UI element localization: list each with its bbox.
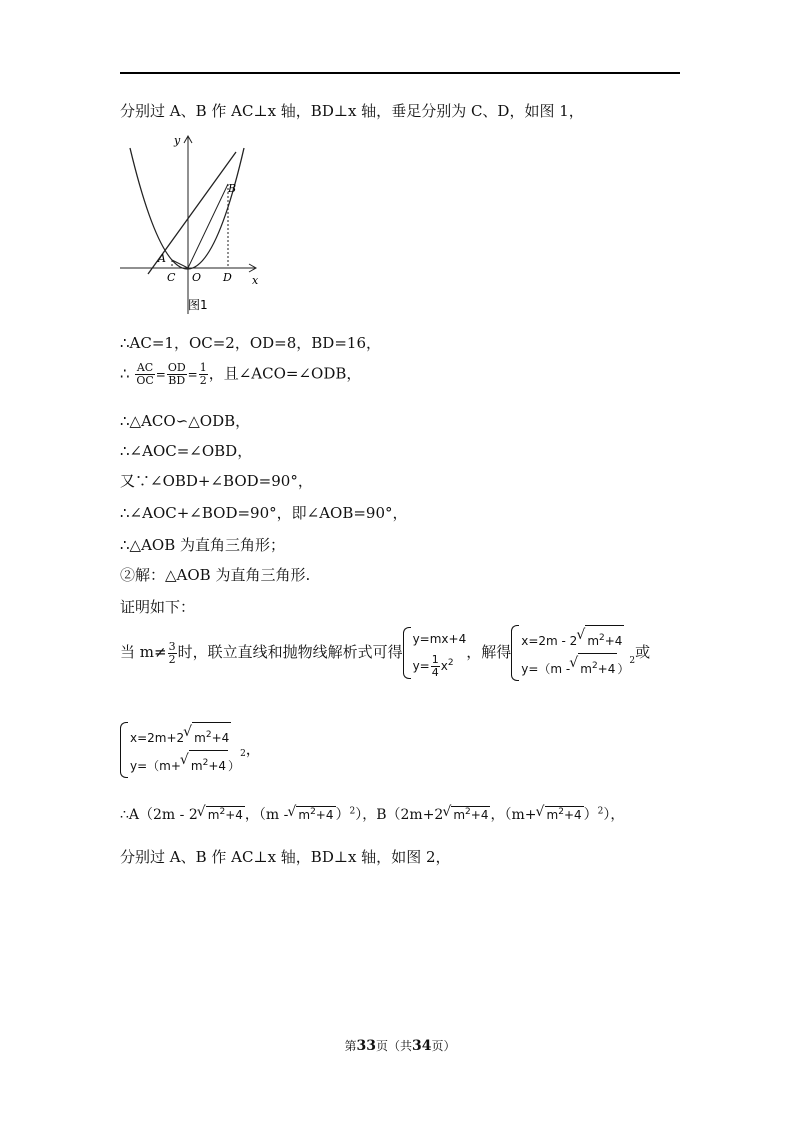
radicand-tail: +4 bbox=[208, 759, 227, 773]
frac-num: AC bbox=[136, 361, 154, 374]
text-line-8: ∴△AOB 为直角三角形； bbox=[120, 536, 286, 554]
exponent: 2 bbox=[447, 658, 454, 668]
figure-1 bbox=[118, 128, 268, 318]
eq-part: ） bbox=[617, 662, 630, 676]
radicand-tail: +4 bbox=[315, 808, 334, 822]
fraction-half bbox=[199, 362, 208, 387]
system-row bbox=[521, 653, 629, 681]
frac-num: 1 bbox=[431, 653, 439, 666]
radicand-tail: +4 bbox=[225, 808, 243, 822]
frac-num: OD bbox=[167, 361, 186, 374]
exponent: 2 bbox=[591, 661, 598, 671]
eq-part: x=2m - 2 bbox=[521, 634, 578, 648]
label-x: x bbox=[252, 274, 259, 287]
radicand: m bbox=[298, 808, 311, 822]
brace-icon bbox=[511, 625, 519, 681]
exponent: 2 bbox=[597, 806, 604, 817]
sqrt-icon bbox=[206, 806, 245, 822]
eq-part: y= bbox=[412, 659, 430, 673]
eq-part: x bbox=[440, 659, 448, 673]
eq-part: ） bbox=[228, 759, 241, 773]
text-line-1: 分别过 A、B 作 AC⊥x 轴，BD⊥x 轴，垂足分别为 C、D，如图 1， bbox=[120, 102, 584, 120]
coord-part: ）， bbox=[603, 807, 625, 823]
coord-part: ，（m - bbox=[244, 807, 289, 823]
sqrt-icon bbox=[296, 806, 335, 822]
page-number: 33 bbox=[356, 1038, 376, 1054]
radicand-tail: +4 bbox=[211, 731, 230, 745]
sqrt-icon bbox=[451, 806, 490, 822]
page-total: 34 bbox=[412, 1038, 432, 1054]
text-mid: 时，联立直线和抛物线解析式可得 bbox=[177, 643, 403, 661]
equation-system-1 bbox=[403, 627, 467, 679]
exponent: 2 bbox=[205, 730, 212, 740]
therefore-symbol: ∴ bbox=[120, 364, 130, 383]
brace-icon bbox=[403, 627, 411, 679]
sqrt-icon bbox=[578, 653, 617, 681]
text-line-9: ②解：△AOB 为直角三角形. bbox=[120, 566, 311, 584]
footer-mid: 页（共 bbox=[375, 1039, 412, 1053]
radicand-tail: +4 bbox=[597, 662, 616, 676]
frac-den: 2 bbox=[199, 374, 207, 387]
eq-part: y=（m - bbox=[521, 662, 571, 676]
frac-den: OC bbox=[136, 374, 154, 387]
text-line-3 bbox=[120, 362, 361, 387]
frac-den: 2 bbox=[168, 652, 176, 666]
text-line-4: ∴△ACO∽△ODB， bbox=[120, 412, 251, 430]
parabola-curve bbox=[130, 148, 244, 269]
sqrt-icon bbox=[192, 722, 231, 750]
exponent: 2 bbox=[202, 758, 209, 768]
exponent: 2 bbox=[349, 806, 356, 817]
graph-svg bbox=[118, 128, 268, 318]
fraction-ac-oc bbox=[135, 362, 154, 387]
radicand: m bbox=[207, 808, 220, 822]
frac-den: BD bbox=[168, 374, 186, 387]
exponent: 2 bbox=[465, 807, 471, 817]
coord-part: ） bbox=[583, 807, 598, 823]
system-row bbox=[521, 625, 629, 653]
eq-part: x=2m+2 bbox=[130, 731, 185, 745]
eq-part: y=（m+ bbox=[130, 759, 181, 773]
exponent: 2 bbox=[219, 807, 226, 817]
exponent: 2 bbox=[629, 656, 636, 666]
exponent: 2 bbox=[599, 633, 605, 643]
exponent: 2 bbox=[240, 749, 246, 759]
text-line-5: ∴∠AOC=∠OBD， bbox=[120, 442, 253, 460]
text-line-14: 分别过 A、B 作 AC⊥x 轴，BD⊥x 轴，如图 2， bbox=[120, 848, 451, 866]
equation-system-3 bbox=[120, 722, 240, 778]
footer-pre: 第 bbox=[344, 1039, 357, 1053]
sqrt-icon bbox=[545, 806, 584, 822]
sqrt-icon bbox=[189, 750, 228, 778]
text-line-10: 证明如下： bbox=[120, 598, 196, 616]
exponent: 2 bbox=[310, 807, 316, 817]
page-footer bbox=[0, 1037, 800, 1054]
frac-den: 4 bbox=[431, 666, 439, 679]
equation-system-2 bbox=[511, 625, 629, 681]
sqrt-icon bbox=[585, 625, 624, 653]
radicand: m bbox=[580, 662, 592, 676]
system-row bbox=[130, 750, 240, 778]
radicand: m bbox=[194, 731, 206, 745]
label-D: D bbox=[223, 271, 232, 284]
label-y: y bbox=[174, 134, 181, 147]
fraction-od-bd bbox=[167, 362, 187, 387]
exponent: 2 bbox=[558, 807, 564, 817]
radicand-tail: +4 bbox=[604, 634, 623, 648]
label-O: O bbox=[192, 271, 202, 284]
radicand: m bbox=[453, 808, 466, 822]
text-line-11 bbox=[120, 625, 650, 681]
label-B: B bbox=[228, 182, 237, 195]
brace-icon bbox=[120, 722, 128, 778]
radicand: m bbox=[587, 634, 600, 648]
radicand: m bbox=[190, 759, 203, 773]
system-row bbox=[413, 651, 467, 679]
radicand-tail: +4 bbox=[563, 808, 582, 822]
coord-part: ∴A（2m - 2 bbox=[120, 807, 198, 823]
text-prefix: 当 m≠ bbox=[120, 643, 167, 661]
text-line-12 bbox=[120, 722, 261, 778]
coord-part: ，（m+ bbox=[490, 807, 537, 823]
label-A: A bbox=[158, 252, 166, 265]
text-line-2: ∴AC=1，OC=2，OD=8，BD=16， bbox=[120, 334, 381, 352]
text-suffix: ， bbox=[245, 740, 261, 758]
system-row: y=mx+4 bbox=[412, 632, 467, 646]
frac-num: 1 bbox=[199, 361, 207, 374]
coord-part: ） bbox=[335, 807, 350, 823]
text-suffix: 或 bbox=[635, 643, 651, 661]
coord-part: ），B（2m+2 bbox=[355, 807, 444, 823]
radicand: m bbox=[546, 808, 559, 822]
system-row bbox=[130, 722, 240, 750]
text-line-6: 又∵∠OBD+∠BOD=90°， bbox=[120, 472, 313, 490]
radicand-tail: +4 bbox=[470, 808, 489, 822]
text-suffix: ，且∠ACO=∠ODB， bbox=[208, 364, 362, 383]
equals: = bbox=[187, 367, 198, 382]
fraction-quarter bbox=[431, 654, 440, 679]
header-rule bbox=[120, 72, 680, 74]
text-line-13 bbox=[120, 804, 624, 824]
footer-post: 页） bbox=[431, 1039, 456, 1053]
frac-num: 3 bbox=[168, 639, 176, 653]
segment-OB bbox=[188, 184, 228, 268]
figure-caption: 图1 bbox=[188, 298, 208, 312]
fraction-three-halves bbox=[168, 641, 177, 666]
label-C: C bbox=[167, 271, 176, 284]
text-mid2: ，解得 bbox=[466, 643, 512, 661]
text-line-7: ∴∠AOC+∠BOD=90°，即∠AOB=90°， bbox=[120, 504, 408, 522]
equals: = bbox=[155, 367, 166, 382]
